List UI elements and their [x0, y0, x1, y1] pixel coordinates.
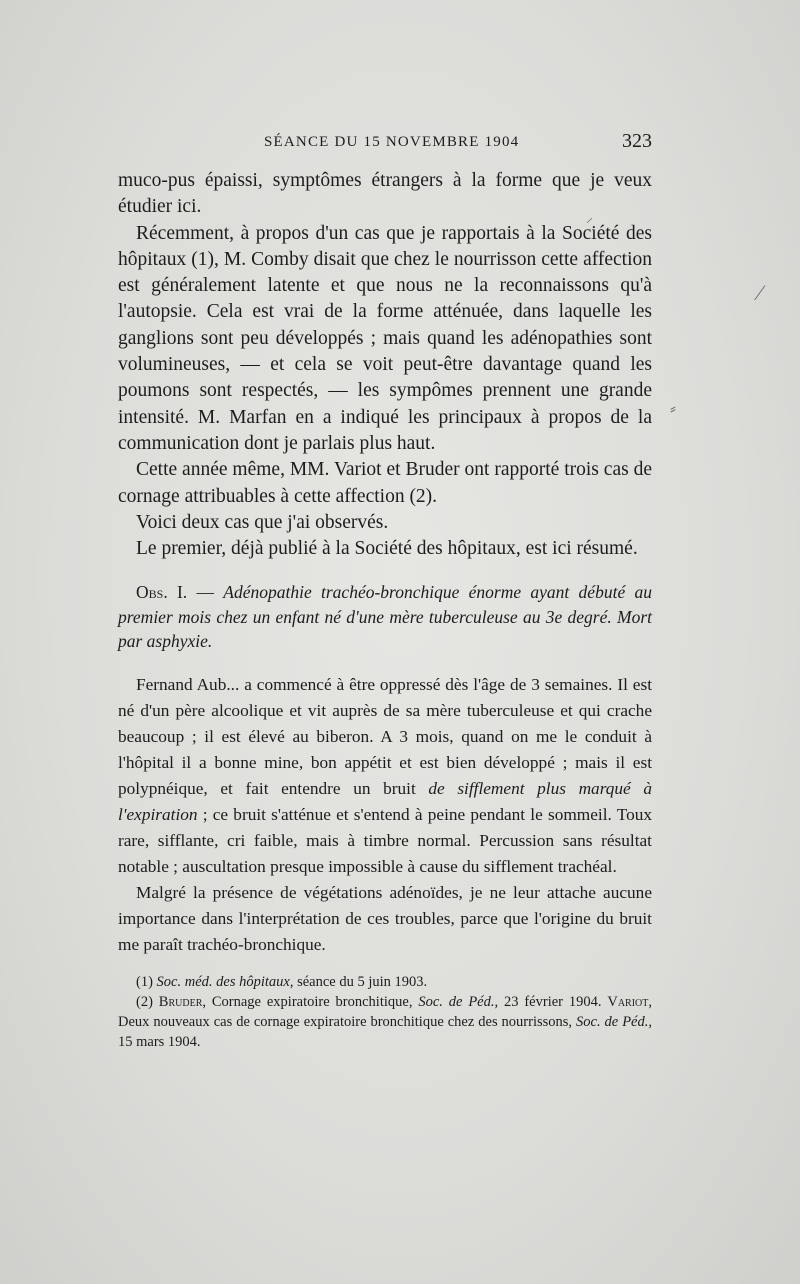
case-paragraph — [118, 672, 652, 880]
footnote-source: Soc. de Péd., — [576, 1013, 652, 1030]
paragraph: Le premier, déjà publié à la Société des hôpitaux, est ici résumé. — [136, 538, 638, 560]
margin-mark: ⁄ — [758, 280, 762, 305]
observation-heading — [118, 580, 652, 654]
paragraph: muco-pus épaissi, symptômes étrangers à la forme que je veux étudier ici. — [118, 170, 652, 218]
footnote-source: Soc. méd. des hôpitaux, — [156, 973, 294, 990]
footnote-source: Soc. de Péd., — [418, 993, 499, 1010]
page-header — [118, 132, 652, 158]
case-text-start: Fernand Aub... a commencé à être oppressé dès l'âge de 3 semaines. Il est né d'un père alcoolique et vit auprès de sa mère tuberculeuse et qui crache beaucoup ; il est élevé au biberon. A 3 mois, quand on me le conduit à l'hôpital il a bonne mine, bon appétit et est bien développé ; mais il est polypnéique, et fait entendre un bruit — [118, 674, 652, 798]
footnote-author: Variot, — [607, 993, 653, 1010]
footnote-number: (1) — [136, 973, 153, 990]
observation-title: Adénopathie trachéo-bronchique énorme ayant débuté au premier mois chez un enfant né d'une mère tuberculeuse au 3e degré. Mort par asphyxie. — [118, 582, 652, 652]
case-text-end: ; ce bruit s'atténue et s'entend à peine pendant le sommeil. Toux rare, sifflante, cri faible, mais à timbre normal. Percussion sans résultat notable ; auscultation presque impossible à cause du sifflement trachéal. — [118, 804, 652, 876]
margin-mark: ⸗ — [670, 398, 676, 418]
paragraph: Récemment, à propos d'un cas que je rapportais à la Société des hôpitaux (1), M. Comby disait que chez le nourrisson cette affection est généralement latente et que nous ne la reconnaissons qu'à l'autopsie. Cela est vrai de la forme atténuée, dans laquelle les ganglions sont peu développés ; mais quand les adénopathies sont volumineuses, — et cela se voit peut-être davantage quand les poumons sont respectés, — les sympômes prennent une grande intensité. M. Marfan en a indiqué les principaux à propos de la communication dont je parlais plus haut. — [118, 222, 652, 454]
margin-mark: ⸝ — [586, 211, 593, 226]
footnote-text: Deux nouveaux cas de cornage expiratoire bronchitique chez des nourrissons, — [118, 1013, 573, 1030]
footnotes — [118, 972, 652, 1052]
footnote-1 — [118, 972, 652, 992]
footnote-author: Bruder, — [158, 993, 206, 1010]
paragraph: Voici deux cas que j'ai observés. — [136, 511, 389, 533]
page-number: 323 — [622, 130, 652, 152]
paragraph: Cette année même, MM. Variot et Bruder ont rapporté trois cas de cornage attribuables à cette affection (2). — [118, 459, 652, 507]
body-text — [118, 168, 652, 1052]
running-head: SÉANCE DU 15 NOVEMBRE 1904 — [264, 134, 520, 150]
footnote-2 — [118, 992, 652, 1052]
footnote-text: séance du 5 juin 1903. — [297, 973, 428, 990]
case-text-italic: de sifflement plus marqué à l'expiration — [118, 778, 652, 824]
observation-label: Obs. I. — — [136, 582, 214, 603]
footnote-number: (2) — [136, 993, 153, 1010]
footnote-date: 15 mars 1904. — [118, 1033, 201, 1050]
footnote-text: Cornage expiratoire bronchitique, — [211, 993, 413, 1010]
case-paragraph: Malgré la présence de végétations adénoïdes, je ne leur attache aucune importance dans l'interprétation de ces troubles, parce que l'origine du bruit me paraît trachéo-bronchique. — [118, 882, 652, 954]
footnote-date: 23 février 1904. — [503, 993, 602, 1010]
